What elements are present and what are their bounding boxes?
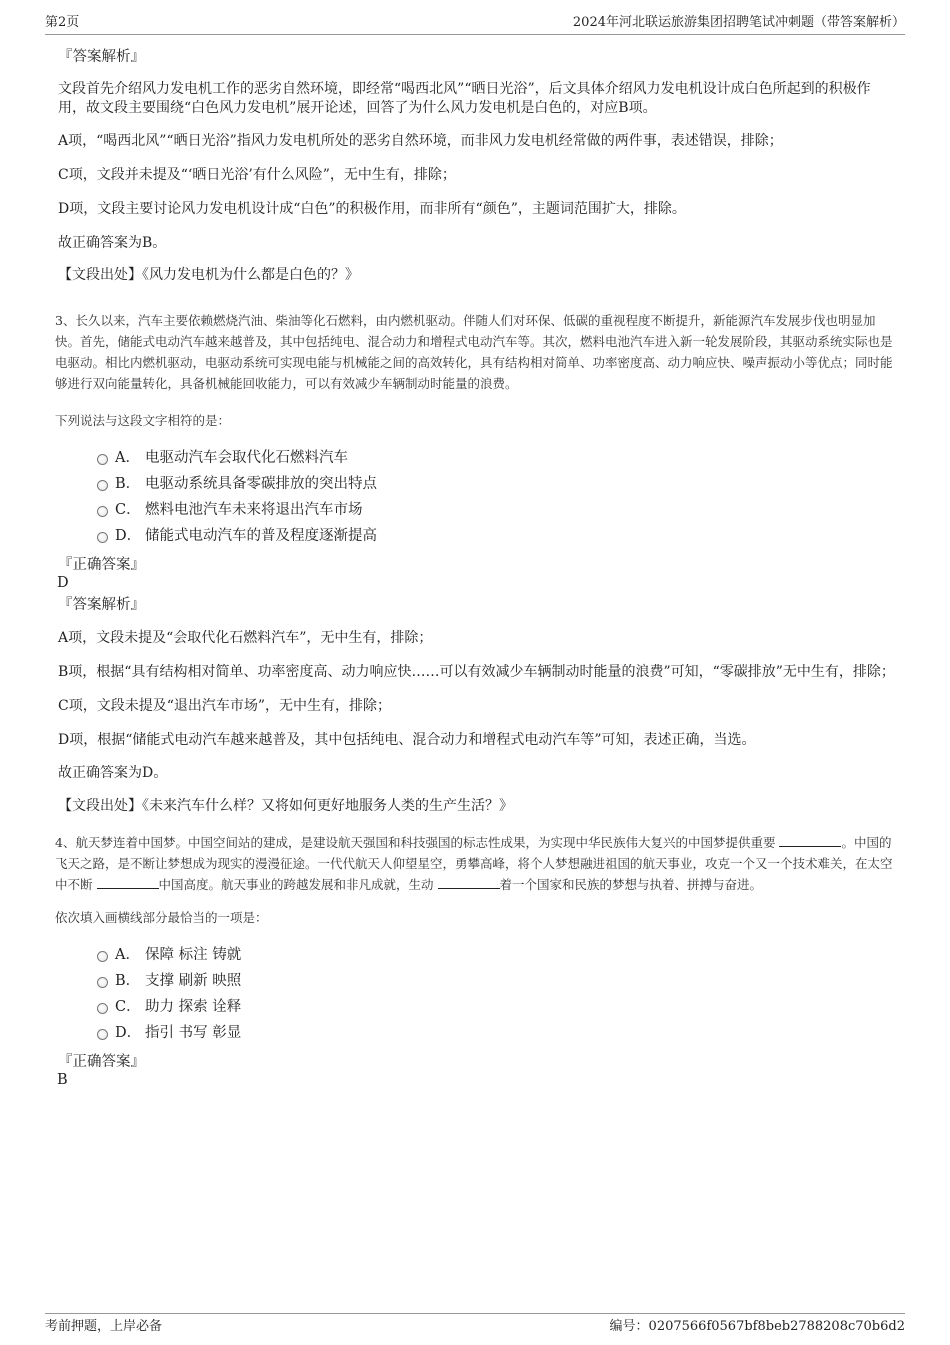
correct-answer: B [57,1072,68,1088]
analysis-point-a: A项，“喝西北风”“晒日光浴”指风力发电机所处的恶劣自然环境，而非风力发电机经常做的两件事，表述错误，排除； [58,133,783,149]
question-passage: 3、长久以来，汽车主要依赖燃烧汽油、柴油等化石燃料，由内燃机驱动。伴随人们对环保、低碳的重视程度不断提升，新能源汽车发展步伐也明显加快。首先，储能式电动汽车越来越普及，其中包括纯电、混合动力和增程式电动汽车等。其次，燃料电池汽车进入新一轮发展阶段，其驱动系统实际也是电驱动。相比内燃机驱动，电驱动系统可实现电能与机械能之间的高效转化，具有结构相对简单、功率密度高、动力响应快、噪声振动小等优点；同时能够进行双向能量转化，具备机械能回收能力，可以有效减少车辆制动时能量的浪费。 [55,313,893,391]
radio-button[interactable] [97,1003,108,1014]
correct-answer: D [57,575,69,591]
source-citation: 【文段出处】《未来汽车什么样？又将如何更好地服务人类的生产生活？》 [58,798,513,814]
document-title: 2024年河北联运旅游集团招聘笔试冲刺题（带答案解析） [572,15,905,30]
analysis-point-c: C项，文段未提及“退出汽车市场”，无中生有，排除； [58,698,392,714]
radio-button[interactable] [97,1029,108,1040]
analysis-point-b: B项，根据“具有结构相对简单、功率密度高、动力响应快……可以有效减少车辆制动时能量的浪费”可知，“零碳排放”无中生有，排除； [58,664,895,680]
option-d[interactable]: D． 储能式电动汽车的普及程度逐渐提高 [55,523,895,549]
page-number: 第2页 [45,15,80,30]
option-d[interactable]: D． 指引 书写 彰显 [55,1020,895,1046]
option-a[interactable]: A． 电驱动汽车会取代化石燃料汽车 [55,445,895,471]
source-citation: 【文段出处】《风力发电机为什么都是白色的？》 [58,267,359,283]
radio-button[interactable] [97,454,108,465]
analysis-label: 『答案解析』 [58,597,145,613]
radio-button[interactable] [97,506,108,517]
answer-label: 『正确答案』 [58,557,145,573]
radio-button[interactable] [97,532,108,543]
option-c[interactable]: C． 燃料电池汽车未来将退出汽车市场 [55,497,895,523]
footer-slogan: 考前押题，上岸必备 [45,1319,163,1334]
options-list [55,445,895,549]
document-code: 编号：0207566f0567bf8beb2788208c70b6d2 [609,1319,905,1334]
analysis-label: 『答案解析』 [58,49,145,65]
conclusion: 故正确答案为B。 [58,235,167,251]
option-b[interactable]: B． 电驱动系统具备零碳排放的突出特点 [55,471,895,497]
question-prompt: 下列说法与这段文字相符的是： [55,413,231,428]
question-prompt: 依次填入画横线部分最恰当的一项是： [55,910,268,925]
analysis-text: 文段首先介绍风力发电机工作的恶劣自然环境，即经常“喝西北风”“晒日光浴”，后文具体介绍风力发电机设计成白色所起到的积极作用，故文段主要围绕“白色风力发电机”展开论述，回答了为什么风力发电机是白色的，对应B项。 [58,81,871,116]
question-passage: 4、航天梦连着中国梦。中国空间站的建成，是建设航天强国和科技强国的标志性成果，为实现中华民族伟大复兴的中国梦提供重要 。中国的飞天之路，是不断让梦想成为现实的漫漫征途。一代代航天人仰望星空，勇攀高峰，将个人梦想融进祖国的航天事业，攻克一个又一个技术难关，在太空中不断 中国高度。航天事业的跨越发展和非凡成就，生动 着一个国家和民族的梦想与执着、拼搏与奋进。 [55,835,893,892]
option-b[interactable]: B． 支撑 刷新 映照 [55,968,895,994]
radio-button[interactable] [97,480,108,491]
page-footer [45,1313,905,1336]
option-c[interactable]: C． 助力 探索 诠释 [55,994,895,1020]
answer-label: 『正确答案』 [58,1054,145,1070]
analysis-point-d: D项，文段主要讨论风力发电机设计成“白色”的积极作用，而非所有“颜色”，主题词范围扩大，排除。 [58,201,686,217]
conclusion: 故正确答案为D。 [58,765,168,781]
fill-blank-1 [779,834,841,847]
fill-blank-3 [438,876,500,889]
question-4 [55,832,895,1088]
question-3 [55,310,895,816]
page-header [45,14,905,35]
analysis-point-a: A项，文段未提及“会取代化石燃料汽车”，无中生有，排除； [58,630,433,646]
fill-blank-2 [97,876,159,889]
analysis-point-d: D项，根据“储能式电动汽车越来越普及，其中包括纯电、混合动力和增程式电动汽车等”可知，表述正确，当选。 [58,732,756,748]
radio-button[interactable] [97,977,108,988]
options-list [55,942,895,1046]
analysis-point-c: C项，文段并未提及“‘晒日光浴’有什么风险”，无中生有，排除； [58,167,456,183]
radio-button[interactable] [97,951,108,962]
option-a[interactable]: A． 保障 标注 铸就 [55,942,895,968]
page-content [55,45,895,1088]
